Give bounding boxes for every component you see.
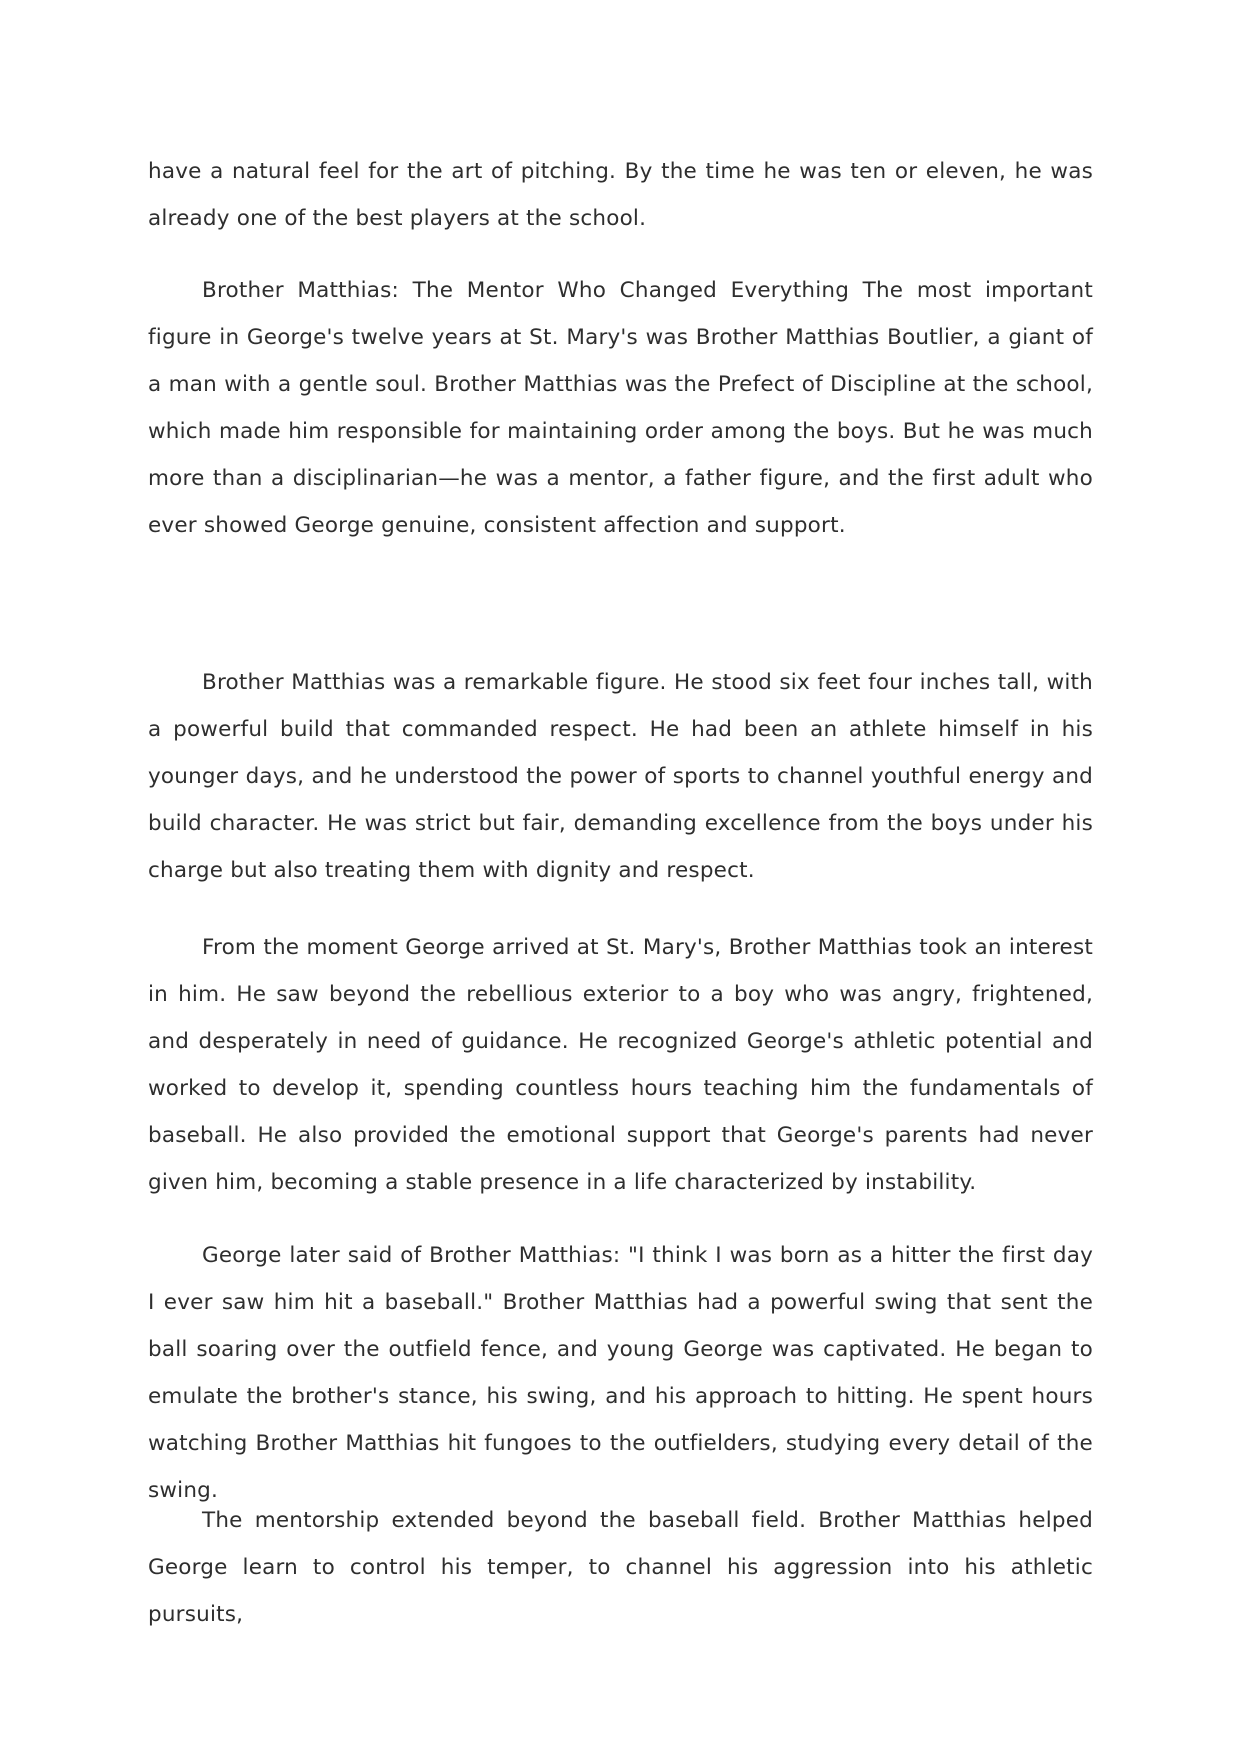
paragraph-continuation: have a natural feel for the art of pitching. By the time he was ten or eleven, he was already one of the best players at the school. (148, 159, 1093, 231)
paragraph-mentorship-extended: The mentorship extended beyond the baseball field. Brother Matthias helped George learn to control his temper, to channel his aggression into his athletic pursuits, (148, 1508, 1093, 1627)
paragraph-mentor-intro: Brother Matthias: The Mentor Who Changed Everything The most important figure in George's twelve years at St. Mary's was Brother Matthias Boutlier, a giant of a man with a gentle soul. Brother Matthias was the Prefect of Discipline at the school, which made him responsible for maintaining order among the boys. But he was much more than a disciplinarian—he was a mentor, a father figure, and the first adult who ever showed George genuine, consistent affection and support. (148, 278, 1093, 538)
paragraph-born-hitter: George later said of Brother Matthias: "I think I was born as a hitter the first day I ever saw him hit a baseball." Brother Matthias had a powerful swing that sent the ball soaring over the outfield fence, and young George was captivated. He began to emulate the brother's stance, his swing, and his approach to hitting. He spent hours watching Brother Matthias hit fungoes to the outfielders, studying every detail of the swing. (148, 1243, 1093, 1503)
paragraph-took-interest: From the moment George arrived at St. Mary's, Brother Matthias took an interest in him. He saw beyond the rebellious exterior to a boy who was angry, frightened, and desperately in need of guidance. He recognized George's athletic potential and worked to develop it, spending countless hours teaching him the fundamentals of baseball. He also provided the emotional support that George's parents had never given him, becoming a stable presence in a life characterized by instability. (148, 935, 1093, 1195)
paragraph-remarkable-figure: Brother Matthias was a remarkable figure. He stood six feet four inches tall, with a powerful build that commanded respect. He had been an athlete himself in his younger days, and he understood the power of sports to channel youthful energy and build character. He was strict but fair, demanding excellence from the boys under his charge but also treating them with dignity and respect. (148, 670, 1093, 883)
